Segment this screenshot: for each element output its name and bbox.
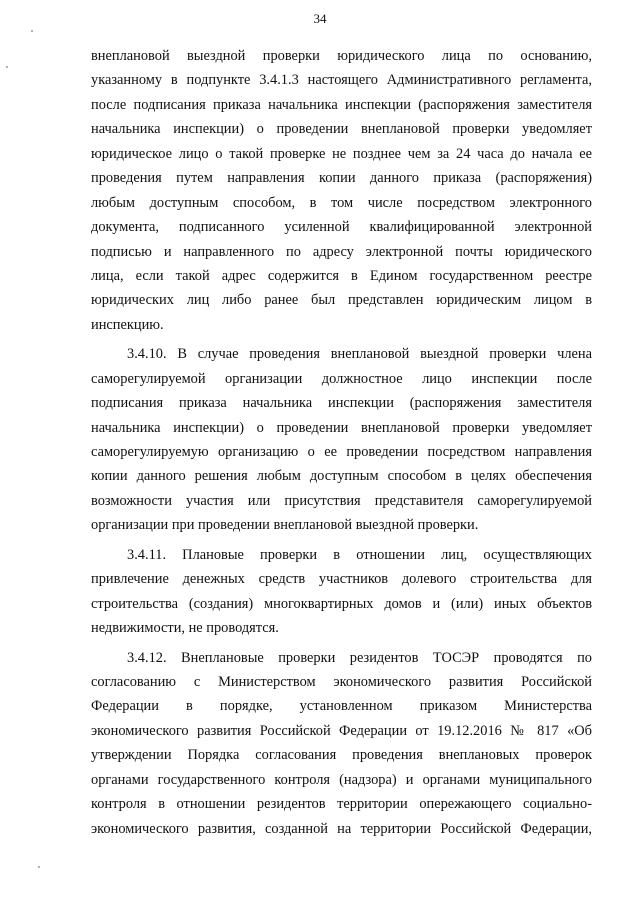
paragraph — [91, 44, 592, 337]
text-line: начальника инспекции) о проведении внеплановой проверки уведомляет — [91, 419, 592, 436]
text-line: начальника инспекции) о проведении внеплановой проверки уведомляет — [91, 121, 592, 138]
text-line: недвижимости, не проводятся. — [91, 620, 279, 637]
text-line: документа, подписанного усиленной квалифицированной электронной — [91, 219, 592, 236]
text-line: 3.4.10. В случае проведения внеплановой выездной проверки члена — [127, 346, 592, 363]
paragraph — [91, 342, 592, 538]
text-line: юридическое лицо о такой проверке не позднее чем за 24 часа до начала ее — [91, 145, 592, 162]
text-line: экономического развития, созданной на территории Российской Федерации, — [91, 820, 592, 837]
document-body — [91, 44, 592, 841]
text-line: привлечение денежных средств участников долевого строительства для — [91, 571, 592, 588]
text-line: саморегулируемой организации должностное лицо инспекции после — [91, 370, 592, 387]
text-line: подписью и направленного по адресу электронной почты юридического — [91, 243, 592, 260]
paragraph — [91, 646, 592, 842]
text-line: копии данного решения любым доступным способом в целях обеспечения — [91, 468, 592, 485]
text-line: подписания приказа начальника инспекции (распоряжения заместителя — [91, 395, 592, 412]
text-line: внеплановой выездной проверки юридического лица по основанию, — [91, 48, 592, 64]
margin-speck — [31, 30, 33, 32]
text-line: саморегулируемую организацию о ее проведении посредством направления — [91, 444, 592, 460]
paragraph — [91, 543, 592, 641]
text-line: возможности участия или присутствия представителя саморегулируемой — [91, 492, 592, 509]
text-line: указанному в подпункте 3.4.1.3 настоящего Административного регламента, — [91, 72, 592, 89]
text-line: строительства (создания) многоквартирных домов и (или) иных объектов — [91, 595, 592, 612]
text-line: контроля в отношении резидентов территории опережающего социально- — [91, 796, 592, 813]
text-line: органами государственного контроля (надзора) и органами муниципального — [91, 771, 592, 788]
text-line: организации при проведении внеплановой выездной проверки. — [91, 517, 479, 534]
text-line: после подписания приказа начальника инспекции (распоряжения заместителя — [91, 96, 592, 113]
page-number: 34 — [313, 11, 327, 26]
text-line: проведения путем направления копии данного приказа (распоряжения) — [91, 170, 592, 187]
text-line: 3.4.11. Плановые проверки в отношении лиц, осуществляющих — [127, 546, 592, 563]
margin-speck — [38, 866, 40, 868]
text-line: 3.4.12. Внеплановые проверки резидентов ТОСЭР проводятся по — [127, 649, 592, 666]
text-line: экономического развития Российской Федерации от 19.12.2016 № 817 «Об — [91, 722, 592, 739]
text-line: согласованию с Министерством экономического развития Российской — [91, 673, 592, 690]
text-line: юридических лиц либо ранее был представлен юридическим лицом в — [91, 292, 592, 309]
text-line: Федерации в порядке, установленном приказом Министерства — [91, 698, 592, 715]
text-line: утверждении Порядка согласования проведения внеплановых проверок — [91, 747, 592, 764]
margin-speck — [6, 66, 8, 68]
text-line: лица, если такой адрес содержится в Едином государственном реестре — [91, 267, 592, 284]
text-line: инспекцию. — [91, 316, 164, 333]
text-line: любым доступным способом, в том числе посредством электронного — [91, 194, 592, 211]
